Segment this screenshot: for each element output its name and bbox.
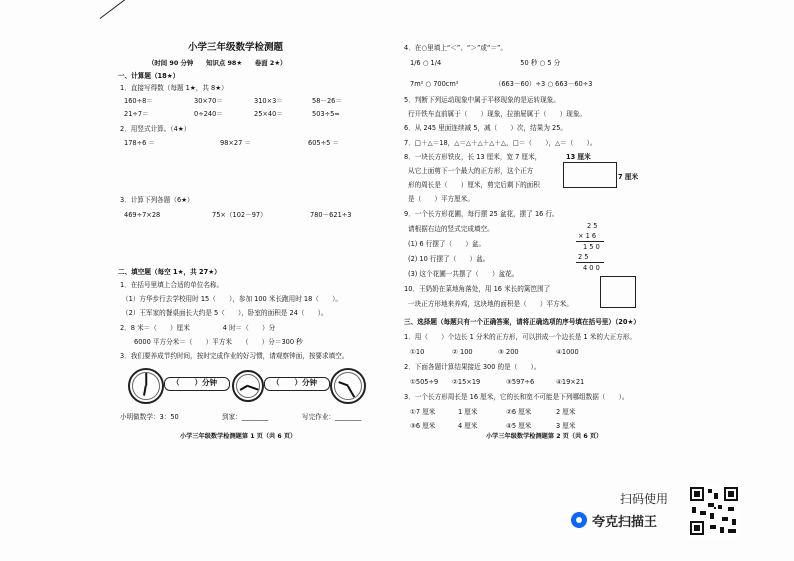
choice-q3-a2: 1 厘米 [458, 408, 478, 416]
brand-name: 夸克扫描王 [592, 515, 658, 530]
choice-q2-b: ②15×19 [452, 378, 481, 386]
qr-code-icon[interactable] [688, 485, 740, 537]
calc-r2-c: 25×40＝ [254, 110, 283, 118]
footer-item-2: 到家：________ [222, 413, 269, 421]
q10: 10．王奶奶在菜地角落处，用 16 米长的篱笆围了 [404, 285, 551, 293]
choice-q2: 2．下面各题计算结果接近 300 的是（ ）。 [404, 363, 541, 371]
q1-1: 1．直接写得数（每题 1★，共 8★） [120, 84, 228, 92]
q8c: 是（ ）平方厘米。 [408, 195, 474, 203]
calc-line-3: 1 5 0 [583, 243, 600, 251]
section-3-heading: 三、选择题（每题只有一个正确答案，请将正确选项的序号填在括号里）（20★） [404, 318, 640, 326]
fill-q1: 1．在括号里填上合适的单位名称。 [120, 281, 224, 289]
rectangle-figure [563, 162, 617, 188]
q8: 8．一块长方形铁皮，长 13 厘米，宽 7 厘米， [404, 153, 542, 161]
choice-q3-b1: ②6 厘米 [506, 408, 532, 416]
fill-q2b: 6000 平方分米＝（ ）平方米 （ ）分＝300 秒 [134, 338, 303, 346]
choice-q1-b: ② 100 [452, 348, 473, 356]
rect-width-label: 7 厘米 [618, 173, 639, 181]
choice-q3-b2: 2 厘米 [556, 408, 576, 416]
q9b: (1) 6 行摆了（ ）盆。 [408, 240, 486, 248]
calc-line-2: × 1 6 [578, 232, 597, 240]
clock-label-2: （ ）分钟 [272, 378, 317, 387]
quark-logo-icon [571, 512, 587, 528]
calc-line-4: 2 5 [578, 253, 589, 261]
fill-q1b: （2）王军家的餐桌面长大约是 5（ ），卧室的面积是 24（ ）。 [122, 309, 328, 317]
q9a: 请根据右边的竖式完成填空。 [408, 225, 494, 233]
calc-r3-b: 98×27 ＝ [220, 139, 251, 147]
choice-q3-d2: 3 厘米 [556, 422, 576, 430]
left-page-footer: 小学三年级数学检测题第 1 页（共 6 页） [180, 433, 297, 440]
choice-q1: 1．用（ ）个边长 1 分米的正方形，可以拼成一个边长是 1 米的大正方形。 [404, 333, 636, 341]
clock-2 [232, 370, 264, 402]
q8b: 形的周长是（ ）厘米，剪完后剩下的面积 [408, 181, 540, 189]
choice-q2-c: ③597÷6 [506, 378, 535, 386]
q9c: (2) 10 行摆了（ ）盆。 [408, 255, 490, 263]
calc-line-1: 2 5 [587, 222, 598, 230]
choice-q1-a: ①10 [410, 348, 425, 356]
choice-q2-d: ④19×21 [556, 378, 585, 386]
calc-r2-d: 503÷5≈ [312, 110, 340, 118]
q5: 5．判断下列运动现象中属于平移现象的是运转现象。 [404, 96, 560, 104]
calc-r2-a: 21÷7＝ [124, 110, 149, 118]
chicken-yard-figure [600, 276, 636, 308]
q10a: 一块正方形地来养鸡，这块地的面积是（ ）平方米。 [408, 300, 573, 308]
section-2-heading: 二、填空题（每空 1★，共 27★） [118, 268, 221, 276]
calc-line-5: 4 0 0 [583, 264, 600, 272]
q5a: 行开铁车直前属于（ ）现象，拉抽屉属于（ ）现象。 [408, 110, 587, 118]
footer-item-1: 小明做数学：3：50 [120, 413, 179, 421]
calc-r3-a: 178÷6 ＝ [124, 139, 155, 147]
calc-r2-b: 0÷240＝ [194, 110, 223, 118]
q7: 7．□＋△＝18，△＝△＋△＋△＋△，□＝（ ），△＝（ ）。 [404, 139, 597, 147]
clock-label-1: （ ）分钟 [172, 378, 217, 387]
choice-q3-d1: ④5 厘米 [506, 422, 532, 430]
q6: 6．从 245 里面连续减 5，减（ ）次，结果为 25。 [404, 124, 568, 132]
fold-line [100, 0, 163, 19]
fill-q2a: 2．8 米＝（ ）厘米 4 时＝（ ）分 [120, 324, 276, 332]
page-title: 小学三年级数学检测题 [188, 42, 284, 53]
choice-q3: 3．一个长方形周长是 16 厘米，它的长和宽不可能是下列哪组数据（ ）。 [404, 393, 629, 401]
clock-3 [330, 368, 366, 404]
choice-q3-c1: ③6 厘米 [410, 422, 436, 430]
choice-q1-d: ④1000 [556, 348, 579, 356]
q4: 4．在○里填上“＜”、“＞”或“＝”。 [404, 44, 507, 52]
scan-to-use-text: 扫码使用 [620, 492, 669, 506]
fill-q3: 3．我们要养成节约时间，按时完成作业的好习惯，请观察钟面，按要求填空。 [120, 352, 349, 360]
calc-r1-b: 30×70＝ [194, 97, 223, 105]
calc-r4-a: 469÷7×28 [124, 211, 161, 219]
footer-item-3: 写完作业：________ [302, 413, 362, 421]
calc-r1-c: 310×3＝ [254, 97, 283, 105]
choice-q2-a: ①505÷9 [410, 378, 439, 386]
choice-q3-a1: ①7 厘米 [410, 408, 436, 416]
q4b: 7m² ○ 700cm² （663－60）÷3 ○ 663－60÷3 [410, 80, 593, 88]
calc-r4-b: 75×（102－97） [212, 211, 267, 219]
q9d: (3) 这个花圃一共摆了（ ）盆花。 [408, 270, 519, 278]
rect-length-label: 13 厘米 [566, 153, 591, 161]
q9: 9．一个长方形花圃，每行摆 25 盆花，摆了 16 行。 [404, 210, 559, 218]
page-subtitle: （时间 90 分钟 知识点 98★ 卷面 2★） [148, 59, 287, 67]
clock-1 [128, 368, 164, 404]
calc-r4-c: 780－621÷3 [310, 211, 352, 219]
fill-q1a: （1）方华步行去学校用时 15（ ），参加 100 米长跑用时 18（ ）。 [122, 295, 342, 303]
section-1-heading: 一、计算题（18★） [118, 72, 180, 80]
calc-r1-a: 160÷8＝ [124, 97, 153, 105]
q1-2: 2．用竖式计算。（4★） [120, 125, 191, 133]
calc-r3-c: 605÷5 ＝ [308, 139, 339, 147]
calc-r1-d: 58－26＝ [312, 97, 342, 105]
choice-q1-c: ③ 200 [498, 348, 519, 356]
q8a: 从它上面剪下一个最大的正方形，这个正方 [408, 167, 534, 175]
right-page-footer: 小学三年级数学检测题第 2 页（共 6 页） [486, 433, 603, 440]
q4a: 1/6 ○ 1/4 50 秒 ○ 5 分 [410, 59, 561, 67]
choice-q3-c2: 4 厘米 [458, 422, 478, 430]
q1-3: 3．计算下列各题（6★） [120, 196, 194, 204]
